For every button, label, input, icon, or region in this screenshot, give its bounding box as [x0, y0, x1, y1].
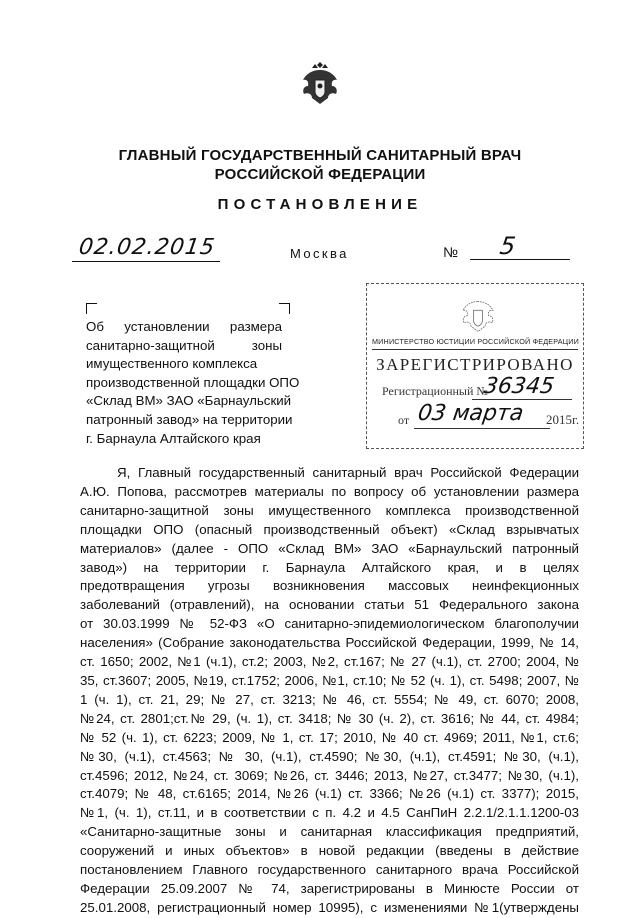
stamp-reg-date: 03 марта: [416, 401, 526, 426]
body-line: № 52 (ч. 1), ст. 6223; 2009, № 1, ст. 17; 2010, № 40 ст. 4969; 2011, №1, ст.6;: [80, 729, 579, 745]
russian-coat-of-arms-icon: [298, 58, 342, 108]
body-line: ст.4596; 2012, №24, ст. 3069; №26, ст. 3446; 2013, №27, ст.3477; №30, (ч.1),: [80, 767, 579, 783]
stamp-ministry: МИНИСТЕРСТВО ЮСТИЦИИ РОССИЙСКОЙ ФЕДЕРАЦИИ: [372, 337, 580, 346]
subject-line: имущественного комплекса: [86, 356, 258, 372]
body-line: сооружений и иных объектов» в новой редакции (введены в действие: [80, 843, 579, 859]
number-underline: [470, 259, 570, 260]
body-line: санитарно-защитной зоны имущественного комплекса производственной: [80, 502, 579, 518]
subject-line: производственной площадки ОПО: [86, 374, 300, 390]
stamp-date-underline: [414, 428, 550, 429]
stamp-registered: ЗАРЕГИСТРИРОВАНО: [376, 355, 574, 374]
body-line: завод») на территории г. Барнаула Алтайского края, и в целях: [80, 559, 579, 575]
stamp-reg-number: 36345: [482, 374, 556, 399]
body-line: материалов» (далее - ОПО «Склад ВМ» ЗАО «Барнаульский патронный: [80, 540, 579, 556]
authority-line-1: ГЛАВНЫЙ ГОСУДАРСТВЕННЫЙ САНИТАРНЫЙ ВРАЧ: [118, 147, 522, 164]
document-number: 5: [498, 232, 518, 260]
body-line: населения» (Собрание законодательства Российской Федерации, 1999, № 14,: [80, 635, 579, 651]
document-type-title: ПОСТАНОВЛЕНИЕ: [217, 196, 423, 213]
authority-line-2: РОССИЙСКОЙ ФЕДЕРАЦИИ: [214, 166, 426, 183]
body-line: «Санитарно-защитные зоны и санитарная классификация предприятий,: [80, 824, 579, 840]
body-line: ст. 1650; 2002, №1 (ч.1), ст.2; 2003, №2, ст.167; № 27 (ч.1), ст. 2700; 2004, №: [80, 654, 579, 670]
body-line: №24, ст. 2801;ст.№ 29, (ч. 1), ст. 3418; № 30 (ч. 2), ст. 3616; № 44, ст. 4984;: [80, 710, 579, 726]
subject-line: г. Барнаула Алтайского края: [86, 430, 261, 446]
body-line: предотвращения угрозы возникновения массовых неинфекционных: [80, 578, 579, 594]
subject-line: Об установлении размера: [86, 319, 282, 334]
body-line: А.Ю. Попова, рассмотрев материалы по вопросу об установлении размера: [80, 483, 579, 499]
subject-bracket-right: [279, 303, 290, 314]
document-subject: [86, 318, 300, 448]
body-line: №1, (ч. 1), ст.11, и в соответствии с п. 4.2 и 4.5 СанПиН 2.2.1/2.1.1.1200-03: [80, 805, 579, 821]
subject-line: патронный завод» на территории: [86, 411, 293, 427]
registration-stamp: [366, 283, 584, 449]
stamp-date-prefix: от: [398, 413, 410, 427]
number-sign-label: №: [443, 244, 459, 260]
body-line: площадки ОПО (опасный производственный объект) «Склад взрывчатых: [80, 521, 579, 537]
body-line: 25.01.2008, регистрационный номер 10995), с изменениями №1(утверждены: [80, 899, 579, 915]
body-line: ст.4079; № 48, ст.6165; 2014, №26 (ч.1) ст. 3366; №26 (ч.1) ст. 3377); 2015,: [80, 786, 579, 802]
body-line: постановлением Главного государственного санитарного врача Российской: [80, 862, 579, 878]
document-body: [80, 464, 579, 918]
body-line: №30, (ч.1), ст.4563; № 30, (ч.1), ст.4590; №30, (ч.1), ст.4591; №30, (ч.1),: [80, 748, 579, 764]
document-date: 02.02.2015: [77, 235, 217, 260]
stamp-reg-number-label: Регистрационный №: [382, 384, 488, 398]
body-line: Федерации 25.09.2007 № 74, зарегистрированы в Минюсте России от: [80, 880, 579, 896]
body-line: от 30.03.1999 № 52-ФЗ «О санитарно-эпидемиологическом благополучии: [80, 616, 579, 632]
subject-line: санитарно-защитной зоны: [86, 337, 282, 353]
stamp-emblem-icon: [458, 291, 498, 335]
issuing-authority: [0, 146, 640, 184]
date-underline: [72, 261, 220, 262]
stamp-reg-year: 2015г.: [546, 412, 580, 427]
city-label: Москва: [290, 246, 349, 261]
body-line: заболеваний (отравлений), на основании статьи 51 Федерального закона: [80, 597, 579, 613]
stamp-divider: [372, 349, 578, 350]
stamp-reg-number-underline: [472, 399, 572, 400]
document-number-field: [470, 230, 570, 262]
subject-bracket-left: [86, 303, 97, 314]
body-line: 1 (ч. 1), ст. 21, 29; № 27, ст. 3213; № 46, ст. 5554; № 49, ст. 6070; 2008,: [80, 691, 579, 707]
body-line: Я, Главный государственный санитарный врач Российской Федерации: [117, 465, 579, 480]
subject-line: «Склад ВМ» ЗАО «Барнаульский: [86, 393, 292, 409]
document-date-field: [72, 232, 222, 264]
body-line: 35, ст.3607; 2005, №19, ст.1752; 2006, №1, ст.10; № 52 (ч. 1), ст. 5498; 2007, №: [80, 672, 579, 688]
